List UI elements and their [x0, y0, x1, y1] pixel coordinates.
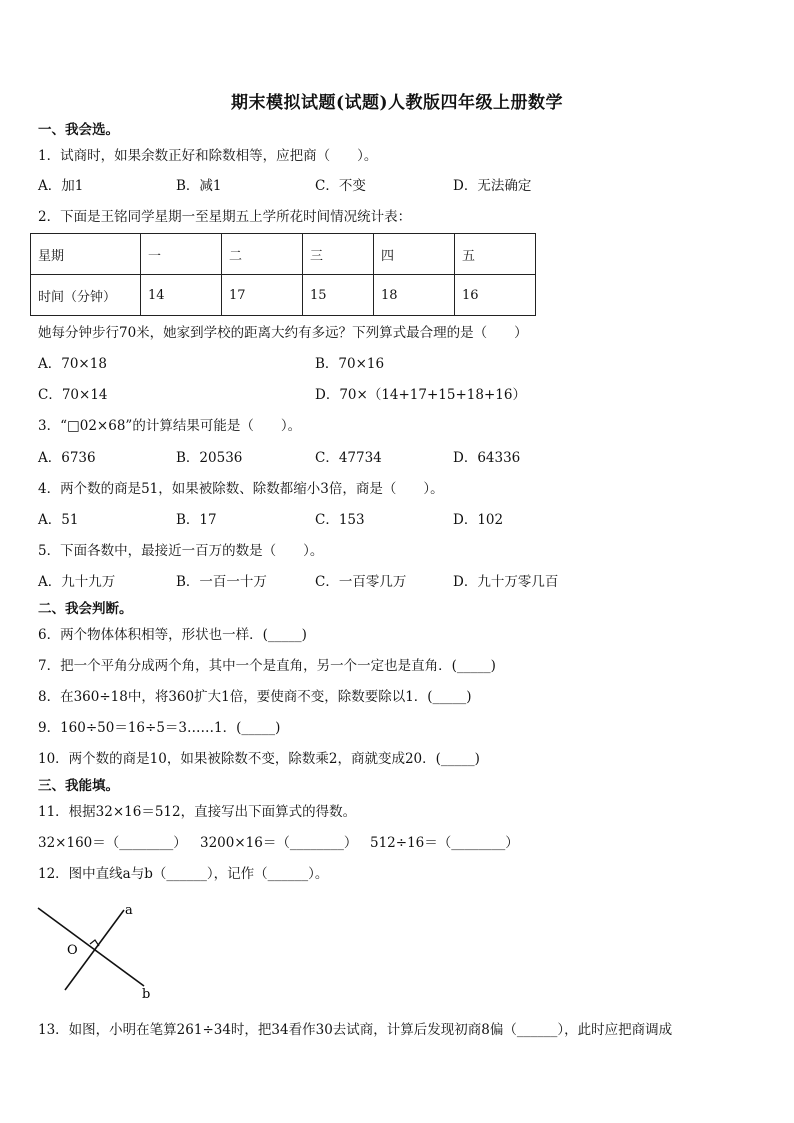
question-11: 11．根据32×16＝512，直接写出下面算式的得数。	[38, 804, 357, 820]
q3-option-d: D．64336	[453, 450, 521, 466]
q3-option-a: A．6736	[38, 450, 96, 466]
page-title: 期末模拟试题(试题)人教版四年级上册数学	[230, 93, 564, 113]
table-cell: 18	[374, 275, 455, 316]
table-cell: 时间（分钟）	[31, 275, 141, 316]
q4-option-d: D．102	[453, 512, 504, 528]
table-cell: 14	[141, 275, 222, 316]
question-9: 9．160÷50＝16÷5＝3……1．(_____)	[38, 720, 281, 736]
table-cell: 一	[141, 234, 222, 275]
q5-option-a: A．九十九万	[38, 574, 116, 590]
table-cell: 星期	[31, 234, 141, 275]
question-6: 6．两个物体体积相等，形状也一样．(_____)	[38, 627, 307, 643]
q11-item-1: 32×160＝（________）	[38, 835, 187, 851]
table-cell: 二	[222, 234, 303, 275]
q1-option-c: C．不变	[315, 178, 366, 194]
q11-item-3: 512÷16＝（________）	[370, 835, 519, 851]
section-heading-choice: 一、我会选。	[38, 122, 119, 138]
question-8: 8．在360÷18中，将360扩大1倍，要使商不变，除数要除以1．(_____)	[38, 689, 472, 705]
table-row	[31, 275, 536, 316]
section-heading-judge: 二、我会判断。	[38, 601, 133, 617]
section-heading-fill: 三、我能填。	[38, 778, 119, 794]
table-header-row	[31, 234, 536, 275]
question-7: 7．把一个平角分成两个角，其中一个是直角，另一个一定也是直角．(_____)	[38, 658, 496, 674]
q1-option-a: A．加1	[38, 178, 84, 194]
question-4: 4．两个数的商是51，如果被除数、除数都缩小3倍，商是（ ）。	[38, 481, 444, 497]
q4-option-a: A．51	[38, 512, 79, 528]
label-a: a	[125, 903, 133, 918]
table-cell: 17	[222, 275, 303, 316]
q2-option-d: D．70×（14+17+15+18+16）	[315, 387, 526, 403]
line-b	[38, 908, 144, 986]
perpendicular-lines-diagram	[30, 898, 170, 1008]
question-5: 5．下面各数中，最接近一百万的数是（ ）。	[38, 543, 324, 559]
table-cell: 16	[455, 275, 536, 316]
q2-option-a: A．70×18	[38, 356, 107, 372]
question-1: 1．试商时，如果余数正好和除数相等，应把商（ ）。	[38, 148, 378, 164]
table-cell: 四	[374, 234, 455, 275]
label-b: b	[142, 987, 151, 1002]
q2-option-b: B．70×16	[315, 356, 385, 372]
table-cell: 15	[303, 275, 374, 316]
q5-option-b: B．一百一十万	[176, 574, 267, 590]
table-cell: 三	[303, 234, 374, 275]
question-10: 10．两个数的商是10，如果被除数不变，除数乘2，商就变成20．(_____)	[38, 751, 480, 767]
q1-option-b: B．减1	[176, 178, 222, 194]
time-stat-table	[30, 233, 536, 316]
q3-option-c: C．47734	[315, 450, 382, 466]
q5-option-d: D．九十万零几百	[453, 574, 559, 590]
question-3: 3．“□02×68”的计算结果可能是（ ）。	[38, 418, 302, 434]
question-13: 13．如图，小明在笔算261÷34时，把34看作30去试商，计算后发现初商8偏（______），此时应把商调成	[38, 1022, 673, 1038]
table-cell: 五	[455, 234, 536, 275]
q11-item-2: 3200×16＝（________）	[200, 835, 358, 851]
label-o: O	[67, 943, 78, 958]
question-2-followup: 她每分钟步行70米，她家到学校的距离大约有多远？下列算式最合理的是（ ）	[38, 325, 528, 341]
q4-option-b: B．17	[176, 512, 217, 528]
q1-option-d: D．无法确定	[453, 178, 532, 194]
question-2: 2．下面是王铭同学星期一至星期五上学所花时间情况统计表：	[38, 209, 412, 225]
q4-option-c: C．153	[315, 512, 365, 528]
q3-option-b: B．20536	[176, 450, 243, 466]
q5-option-c: C．一百零几万	[315, 574, 407, 590]
question-12: 12．图中直线a与b（______），记作（______）。	[38, 866, 329, 882]
q2-option-c: C．70×14	[38, 387, 108, 403]
